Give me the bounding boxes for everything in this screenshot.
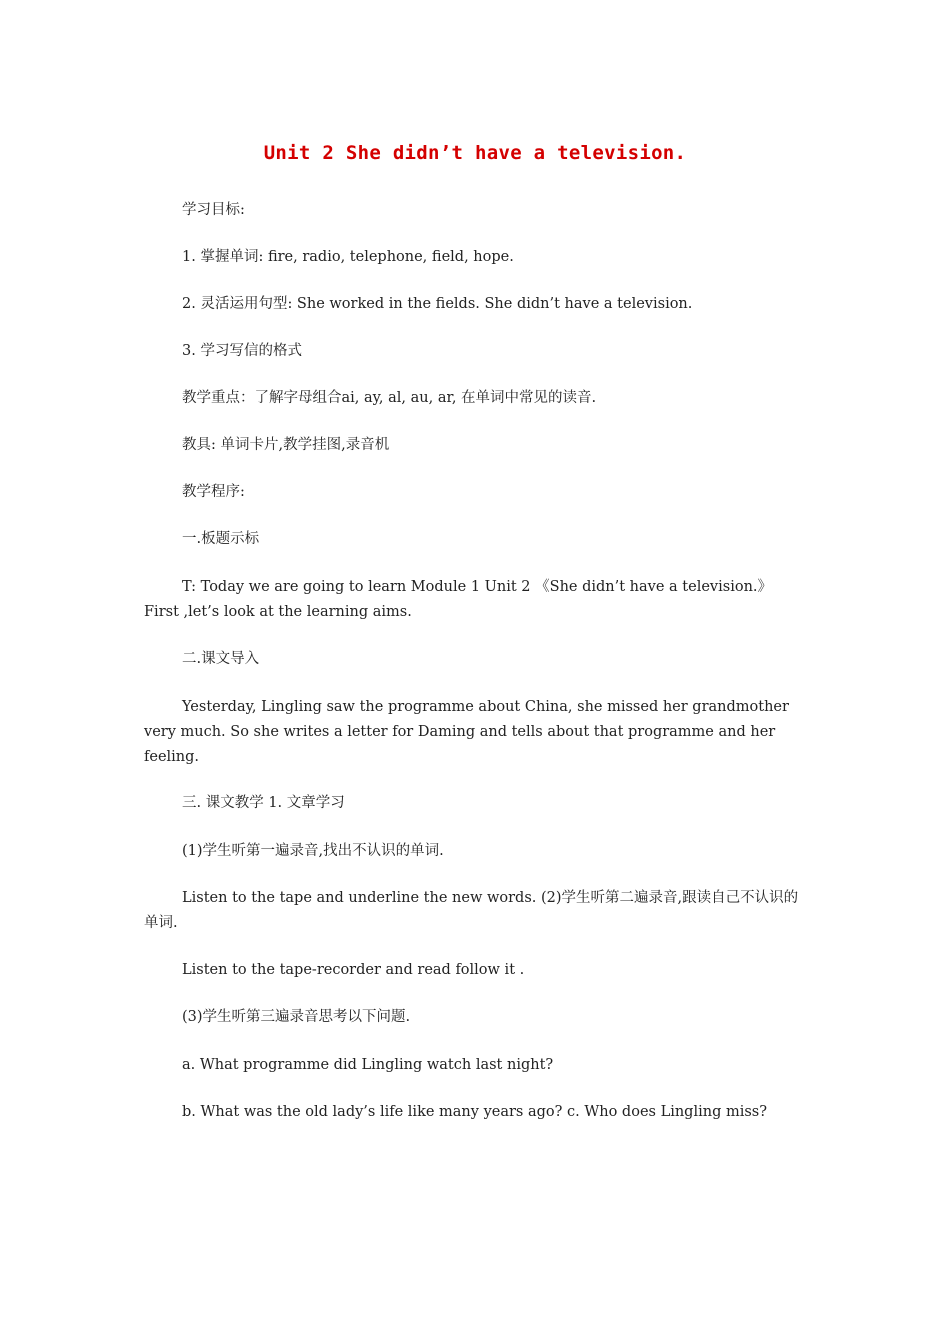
section-heading-3: 三. 课文教学 1. 文章学习: [182, 795, 345, 811]
paragraph-teacher-intro: T: Today we are going to learn Module 1 Unit 2 《She didn’t have a television.》First ,let’s look at the learning aims.: [144, 579, 773, 620]
paragraph-question-b-c: b. What was the old lady’s life like many years ago? c. Who does Lingling miss?: [182, 1104, 768, 1120]
section-heading-2: 二.课文导入: [182, 651, 260, 667]
paragraph-learning-goals-heading: 学习目标:: [182, 202, 245, 218]
paragraph-step-3: (3)学生听第三遍录音思考以下问题.: [182, 1009, 411, 1025]
paragraph-goal-1: 1. 掌握单词: fire, radio, telephone, field, hope.: [182, 249, 514, 265]
paragraph-teaching-aids: 教具: 单词卡片,教学挂图,录音机: [182, 437, 390, 453]
paragraph-teaching-focus: 教学重点：了解字母组合ai, ay, al, au, ar, 在单词中常见的读音.: [182, 390, 597, 406]
paragraph-goal-3: 3. 学习写信的格式: [182, 343, 302, 359]
paragraph-goal-2: 2. 灵活运用句型: She worked in the fields. She didn’t have a television.: [182, 296, 693, 312]
paragraph-procedure-heading: 教学程序:: [182, 484, 245, 500]
paragraph-question-a: a. What programme did Lingling watch last night?: [182, 1057, 554, 1073]
paragraph-listen-read: Listen to the tape-recorder and read follow it .: [182, 962, 525, 978]
paragraph-step-1: (1)学生听第一遍录音,找出不认识的单词.: [182, 843, 444, 859]
document-title: Unit 2 She didn’t have a television.: [263, 142, 687, 164]
paragraph-step-2: Listen to the tape and underline the new words. (2)学生听第二遍录音,跟读自己不认识的单词.: [144, 890, 799, 931]
section-heading-1: 一.板题示标: [182, 531, 260, 547]
paragraph-lead-in: Yesterday, Lingling saw the programme about China, she missed her grandmother very much. So she writes a letter for Daming and tells about that programme and her feeling.: [144, 699, 794, 765]
